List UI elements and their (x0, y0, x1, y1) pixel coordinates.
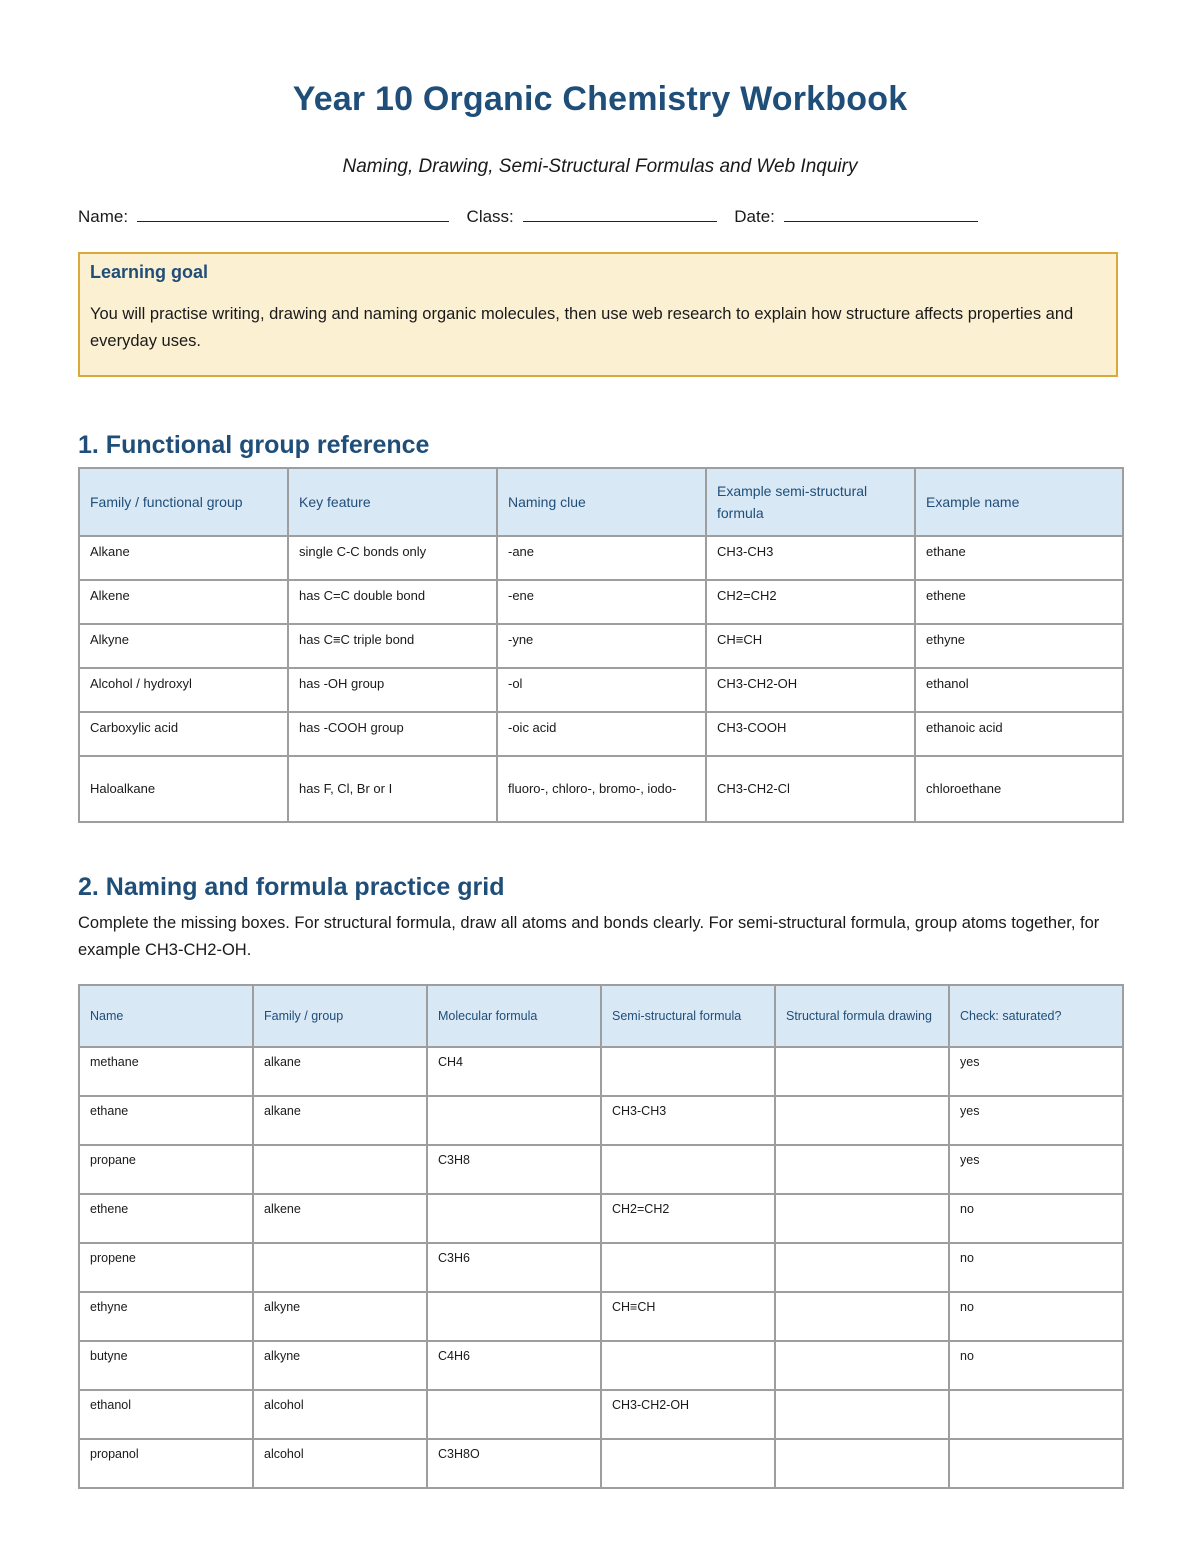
table-cell[interactable]: no (949, 1292, 1123, 1341)
table-cell[interactable]: yes (949, 1047, 1123, 1096)
table-cell: Alcohol / hydroxyl (79, 668, 288, 712)
table-cell: has C=C double bond (288, 580, 497, 624)
table-cell: -oic acid (497, 712, 706, 756)
learning-goal-title: Learning goal (90, 262, 209, 282)
table-row (79, 756, 1123, 822)
table-cell[interactable] (775, 1145, 949, 1194)
table-cell: Haloalkane (79, 756, 288, 822)
table-row (79, 1047, 1123, 1096)
date-field[interactable] (784, 207, 978, 222)
table-cell: CH3-CH2-OH (706, 668, 915, 712)
table-cell[interactable] (601, 1439, 775, 1488)
column-header: Family / group (253, 985, 427, 1047)
table-cell[interactable] (949, 1390, 1123, 1439)
table-row (79, 536, 1123, 580)
table-cell[interactable]: CH3-CH2-OH (601, 1390, 775, 1439)
section-2-heading: 2. Naming and formula practice grid (78, 873, 505, 901)
table-row (79, 580, 1123, 624)
column-header: Example name (915, 468, 1123, 536)
table-cell: Carboxylic acid (79, 712, 288, 756)
table-cell[interactable] (775, 1096, 949, 1145)
table-cell: ethyne (79, 1292, 253, 1341)
table-cell: methane (79, 1047, 253, 1096)
table-cell[interactable] (601, 1047, 775, 1096)
table-cell: ethanoic acid (915, 712, 1123, 756)
table-cell[interactable] (427, 1390, 601, 1439)
class-label: Class: (466, 207, 514, 226)
table-cell: CH2=CH2 (706, 580, 915, 624)
column-header: Name (79, 985, 253, 1047)
table-cell[interactable]: CH2=CH2 (601, 1194, 775, 1243)
table-row (79, 1096, 1123, 1145)
table-cell[interactable]: C3H6 (427, 1243, 601, 1292)
table-cell[interactable]: yes (949, 1096, 1123, 1145)
table-row (79, 1145, 1123, 1194)
table-cell[interactable] (427, 1194, 601, 1243)
column-header: Semi-structural formula (601, 985, 775, 1047)
table-cell: single C-C bonds only (288, 536, 497, 580)
table-header-row (79, 468, 1123, 536)
learning-goal-box (78, 252, 1118, 377)
name-label: Name: (78, 207, 129, 226)
table-cell: fluoro-, chloro-, bromo-, iodo- (497, 756, 706, 822)
table-row (79, 1341, 1123, 1390)
section-1-heading: 1. Functional group reference (78, 431, 430, 459)
table-row (79, 1439, 1123, 1488)
table-cell: ethene (915, 580, 1123, 624)
table-cell[interactable] (775, 1439, 949, 1488)
table-cell: ethyne (915, 624, 1123, 668)
table-cell[interactable]: CH≡CH (601, 1292, 775, 1341)
table-cell: Alkane (79, 536, 288, 580)
table-cell: propene (79, 1243, 253, 1292)
table-cell[interactable]: alcohol (253, 1390, 427, 1439)
table-cell: CH3-CH2-Cl (706, 756, 915, 822)
table-row (79, 1292, 1123, 1341)
table-cell[interactable] (253, 1145, 427, 1194)
table-cell[interactable] (775, 1243, 949, 1292)
column-header: Key feature (288, 468, 497, 536)
table-cell: ethanol (79, 1390, 253, 1439)
table-cell[interactable] (775, 1047, 949, 1096)
table-cell: has C≡C triple bond (288, 624, 497, 668)
table-cell[interactable]: alkene (253, 1194, 427, 1243)
class-field[interactable] (523, 207, 717, 222)
table-cell[interactable]: C4H6 (427, 1341, 601, 1390)
table-row (79, 1243, 1123, 1292)
table-cell[interactable] (601, 1145, 775, 1194)
table-cell[interactable] (601, 1243, 775, 1292)
table-row (79, 1194, 1123, 1243)
table-cell[interactable]: CH4 (427, 1047, 601, 1096)
table-cell[interactable]: alkane (253, 1096, 427, 1145)
table-cell: has -COOH group (288, 712, 497, 756)
table-cell: ethanol (915, 668, 1123, 712)
column-header: Molecular formula (427, 985, 601, 1047)
section-2-instructions: Complete the missing boxes. For structural formula, draw all atoms and bonds clearly. For semi-structural formula, group atoms together, for example CH3-CH2-OH. (78, 914, 1100, 959)
table-cell: propane (79, 1145, 253, 1194)
table-cell: has F, Cl, Br or I (288, 756, 497, 822)
functional-group-table (78, 467, 1124, 823)
page-subtitle: Naming, Drawing, Semi-Structural Formulas and Web Inquiry (342, 156, 858, 177)
table-cell: propanol (79, 1439, 253, 1488)
table-header-row (79, 985, 1123, 1047)
table-row (79, 1390, 1123, 1439)
table-cell[interactable]: alcohol (253, 1439, 427, 1488)
column-header: Check: saturated? (949, 985, 1123, 1047)
table-cell[interactable]: no (949, 1243, 1123, 1292)
table-cell[interactable]: no (949, 1341, 1123, 1390)
column-header: Family / functional group (79, 468, 288, 536)
table-cell: has -OH group (288, 668, 497, 712)
table-cell[interactable] (427, 1292, 601, 1341)
table-cell[interactable] (949, 1439, 1123, 1488)
table-cell: CH3-COOH (706, 712, 915, 756)
table-cell[interactable] (775, 1292, 949, 1341)
column-header: Structural formula drawing (775, 985, 949, 1047)
table-cell[interactable]: CH3-CH3 (601, 1096, 775, 1145)
table-cell[interactable] (775, 1341, 949, 1390)
table-cell[interactable]: no (949, 1194, 1123, 1243)
table-cell: ethane (79, 1096, 253, 1145)
table-cell[interactable]: C3H8O (427, 1439, 601, 1488)
page-title: Year 10 Organic Chemistry Workbook (292, 80, 908, 118)
table-cell[interactable] (601, 1341, 775, 1390)
student-info-fields (78, 207, 1122, 227)
table-cell[interactable]: alkyne (253, 1341, 427, 1390)
table-cell[interactable] (775, 1390, 949, 1439)
table-cell: Alkene (79, 580, 288, 624)
column-header: Example semi-structural formula (706, 468, 915, 536)
table-cell: -ane (497, 536, 706, 580)
table-cell[interactable] (253, 1243, 427, 1292)
table-cell[interactable]: C3H8 (427, 1145, 601, 1194)
table-row (79, 668, 1123, 712)
table-cell[interactable]: alkane (253, 1047, 427, 1096)
table-row (79, 712, 1123, 756)
table-cell: -yne (497, 624, 706, 668)
table-cell[interactable] (775, 1194, 949, 1243)
table-cell: Alkyne (79, 624, 288, 668)
practice-grid-table (78, 984, 1124, 1489)
table-cell[interactable]: yes (949, 1145, 1123, 1194)
column-header: Naming clue (497, 468, 706, 536)
table-cell: ethane (915, 536, 1123, 580)
table-cell[interactable]: alkyne (253, 1292, 427, 1341)
table-row (79, 624, 1123, 668)
table-cell: ethene (79, 1194, 253, 1243)
table-cell: CH≡CH (706, 624, 915, 668)
table-cell: CH3-CH3 (706, 536, 915, 580)
table-cell[interactable] (427, 1096, 601, 1145)
learning-goal-text: You will practise writing, drawing and naming organic molecules, then use web research to explain how structure affects properties and everyday uses. (90, 305, 1074, 350)
table-cell: -ol (497, 668, 706, 712)
name-field[interactable] (137, 207, 449, 222)
table-cell: butyne (79, 1341, 253, 1390)
table-cell: -ene (497, 580, 706, 624)
date-label: Date: (734, 207, 775, 226)
table-cell: chloroethane (915, 756, 1123, 822)
